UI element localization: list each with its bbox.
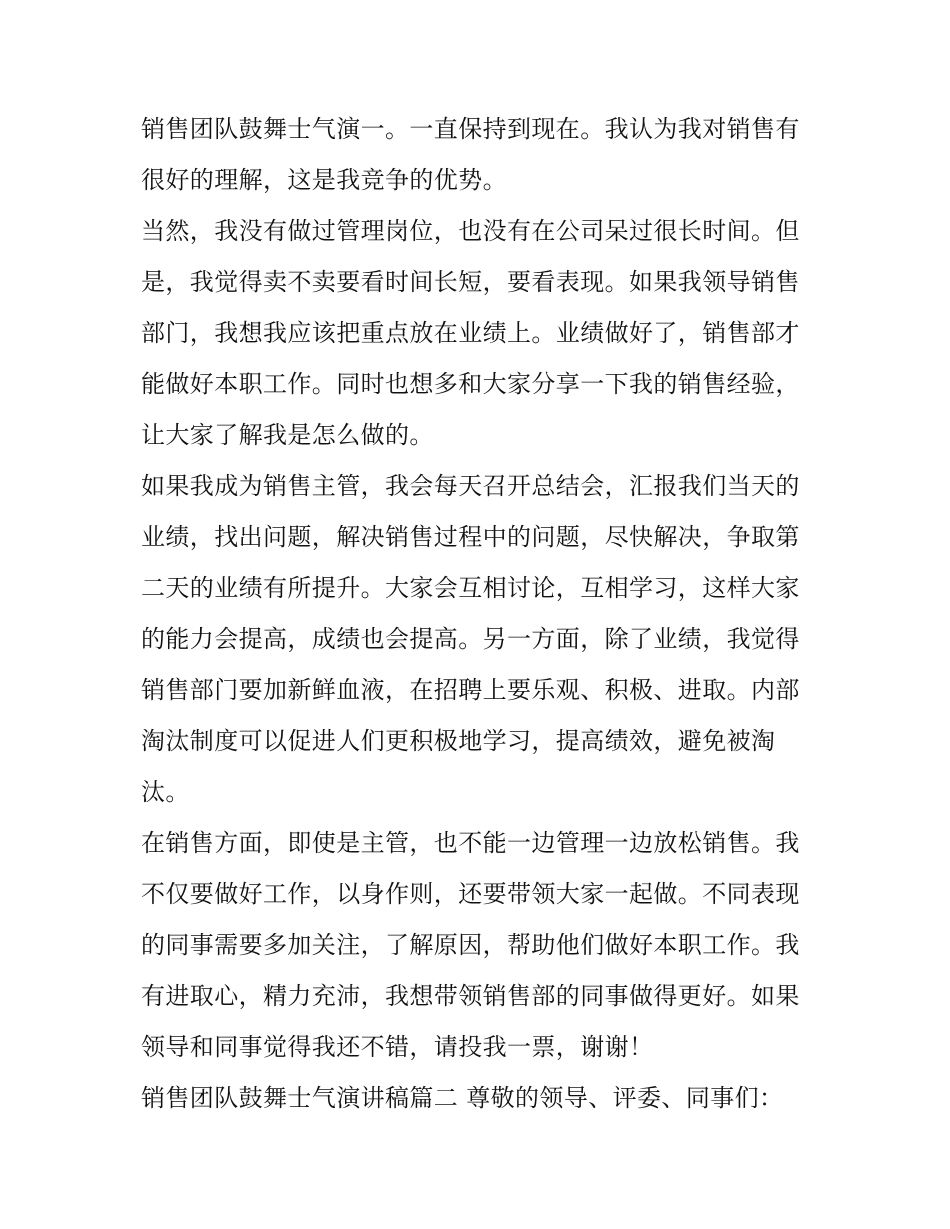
text-line: 二天的业绩有所提升。大家会互相讨论，互相学习，这样大家 bbox=[141, 574, 800, 602]
text-line: 能做好本职工作。同时也想多和大家分享一下我的销售经验， bbox=[141, 370, 800, 398]
text-line: 销售团队鼓舞士气演一。一直保持到现在。我认为我对销售有 bbox=[141, 115, 800, 143]
text-line: 是，我觉得卖不卖要看时间长短，要看表现。如果我领导销售 bbox=[141, 268, 800, 296]
text-line: 如果我成为销售主管，我会每天召开总结会，汇报我们当天的 bbox=[141, 472, 800, 500]
text-line: 销售团队鼓舞士气演讲稿篇二 尊敬的领导、评委、同事们： bbox=[141, 1084, 784, 1112]
text-line: 不仅要做好工作，以身作则，还要带领大家一起做。不同表现 bbox=[141, 880, 800, 908]
document-body bbox=[141, 104, 821, 1124]
text-line: 在销售方面，即使是主管，也不能一边管理一边放松销售。我 bbox=[141, 829, 800, 857]
text-line: 的能力会提高，成绩也会提高。另一方面，除了业绩，我觉得 bbox=[141, 625, 800, 653]
text-line: 让大家了解我是怎么做的。 bbox=[141, 421, 434, 449]
text-line: 业绩，找出问题，解决销售过程中的问题，尽快解决，争取第 bbox=[141, 523, 800, 551]
text-line: 当然，我没有做过管理岗位，也没有在公司呆过很长时间。但 bbox=[141, 217, 800, 245]
text-line: 销售部门要加新鲜血液，在招聘上要乐观、积极、进取。内部 bbox=[141, 676, 800, 704]
text-line: 很好的理解，这是我竞争的优势。 bbox=[141, 166, 507, 194]
text-line: 有进取心，精力充沛，我想带领销售部的同事做得更好。如果 bbox=[141, 982, 800, 1010]
text-line: 部门，我想我应该把重点放在业绩上。业绩做好了，销售部才 bbox=[141, 319, 800, 347]
text-line: 淘汰制度可以促进人们更积极地学习，提高绩效，避免被淘 bbox=[141, 727, 776, 755]
text-line: 的同事需要多加关注，了解原因，帮助他们做好本职工作。我 bbox=[141, 931, 800, 959]
text-line: 领导和同事觉得我还不错，请投我一票，谢谢！ bbox=[141, 1033, 654, 1061]
text-line: 汰。 bbox=[141, 778, 190, 806]
